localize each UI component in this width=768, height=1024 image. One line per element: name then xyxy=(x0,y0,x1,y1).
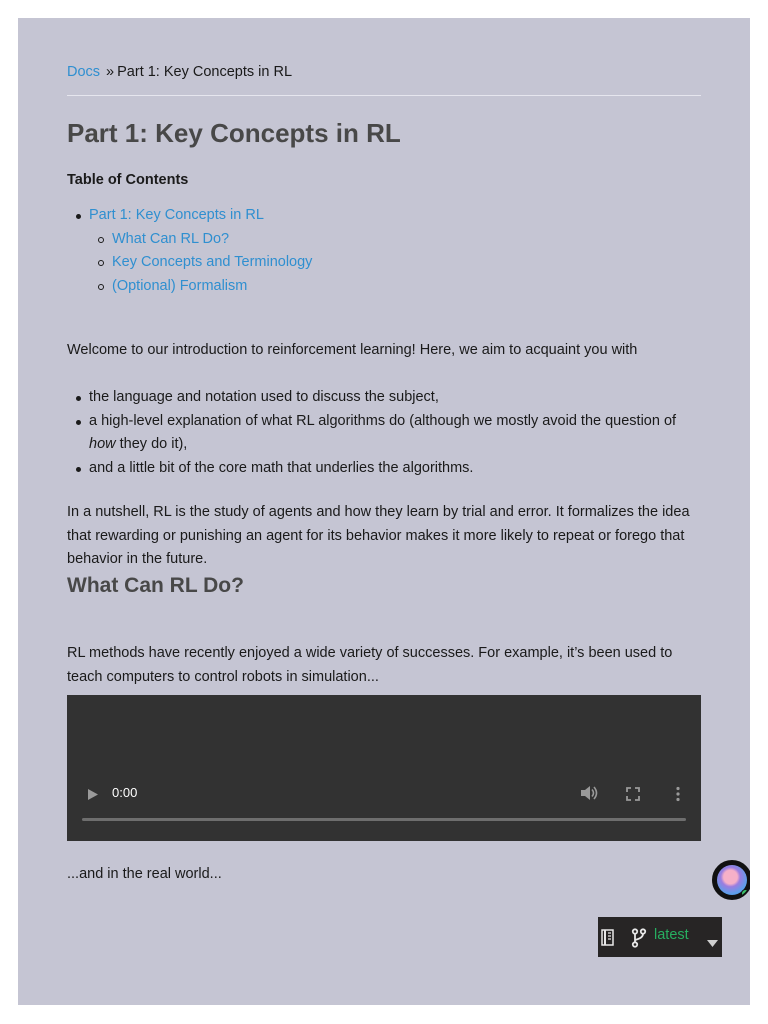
version-label: latest xyxy=(654,927,689,943)
book-icon xyxy=(601,929,614,951)
after-video-paragraph: ...and in the real world... xyxy=(67,866,222,882)
video-player[interactable] xyxy=(67,695,701,841)
more-options-icon[interactable] xyxy=(675,786,681,807)
toc-item xyxy=(67,204,312,228)
page-title: Part 1: Key Concepts in RL xyxy=(67,118,401,148)
caret-down-icon xyxy=(707,934,718,952)
volume-icon[interactable] xyxy=(580,785,598,806)
breadcrumb-separator: » xyxy=(106,64,115,80)
toc-item xyxy=(67,251,312,275)
branch-icon xyxy=(631,928,647,953)
list-item xyxy=(67,410,701,457)
list-item-text: a high-level explanation of what RL algorithms do (although we mostly avoid the question of xyxy=(89,412,677,429)
online-status-dot xyxy=(741,889,750,898)
toc-link-key-concepts[interactable]: Key Concepts and Terminology xyxy=(112,254,313,270)
toc-item xyxy=(67,275,312,299)
list-item-text: they do it), xyxy=(115,436,188,452)
toc-title: Table of Contents xyxy=(67,172,189,188)
list-item: the language and notation used to discuss the subject, xyxy=(67,386,701,410)
toc-link-part1[interactable]: Part 1: Key Concepts in RL xyxy=(89,207,264,223)
page-content-area xyxy=(18,18,750,1005)
divider xyxy=(67,95,701,96)
breadcrumb xyxy=(67,64,292,80)
table-of-contents xyxy=(67,204,312,298)
intro-bullet-list xyxy=(67,386,701,480)
version-selector[interactable] xyxy=(598,917,722,957)
chat-avatar-button[interactable] xyxy=(712,860,750,900)
section-heading: What Can RL Do? xyxy=(67,574,244,597)
nutshell-paragraph: In a nutshell, RL is the study of agents and how they learn by trial and error. It formalizes the idea that rewarding or punishing an agent for its behavior makes it more likely to repeat or forego that behavior in the future. xyxy=(67,504,690,567)
play-icon[interactable] xyxy=(87,788,99,806)
emphasis-how: how xyxy=(89,436,116,452)
breadcrumb-docs-link[interactable]: Docs xyxy=(67,64,101,80)
video-time: 0:00 xyxy=(112,785,138,800)
intro-paragraph: Welcome to our introduction to reinforcement learning! Here, we aim to acquaint you with xyxy=(67,342,638,358)
section-paragraph: RL methods have recently enjoyed a wide variety of successes. For example, it’s been used to teach computers to control robots in simulation... xyxy=(67,645,673,685)
video-progress-bar[interactable] xyxy=(82,818,686,821)
breadcrumb-current: Part 1: Key Concepts in RL xyxy=(117,64,293,80)
list-item: and a little bit of the core math that underlies the algorithms. xyxy=(67,457,701,481)
toc-link-what-can-rl-do[interactable]: What Can RL Do? xyxy=(112,230,230,247)
toc-item xyxy=(67,228,312,252)
fullscreen-icon[interactable] xyxy=(626,787,640,806)
toc-link-formalism[interactable]: (Optional) Formalism xyxy=(112,277,248,294)
